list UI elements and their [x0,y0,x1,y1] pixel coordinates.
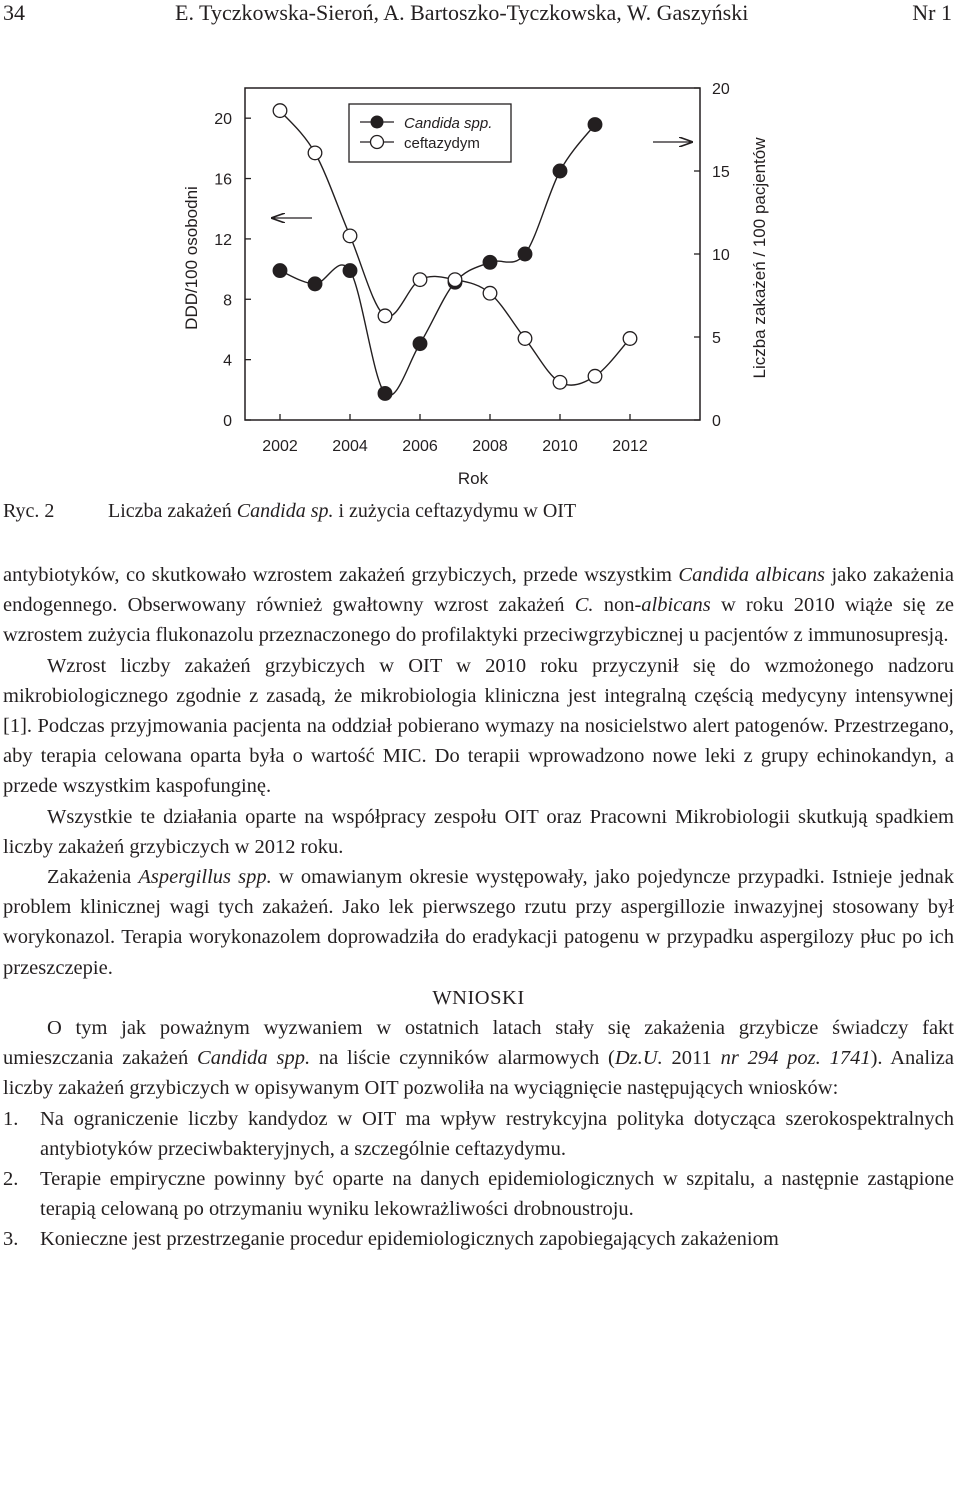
legend [349,104,511,162]
y-right-tick-label: 10 [712,247,730,264]
article-body [3,560,954,1255]
data-point-ceftazydym [273,104,287,118]
legend-label-ceftazydym: ceftazydym [404,135,480,152]
y-left-tick-label: 8 [223,292,232,310]
data-point-candida-spp [308,277,322,291]
data-point-ceftazydym [378,309,392,323]
y-axis-right-label: Liczba zakażeń / 100 pacjentów [750,137,769,379]
data-point-ceftazydym [413,273,427,287]
conclusion-number: 1. [3,1107,19,1130]
data-point-ceftazydym [343,229,357,243]
legend-marker-ceftazydym [371,136,384,149]
x-tick-label: 2008 [472,438,508,455]
data-point-ceftazydym [623,332,637,346]
y-left-tick-label: 16 [214,171,232,189]
conclusion-item [3,1104,954,1164]
y-right-tick-label: 20 [712,81,730,98]
data-point-candida-spp [273,264,287,278]
conclusion-text: Terapie empiryczne powinny być oparte na danych epidemiologicznych w szpitalu, a następnie zastąpione terapią celowaną po otrzymaniu wyniku lekowrażliwości drobnoustroju. [40,1168,954,1221]
y-axis-left-label: DDD/100 osobodni [182,186,201,330]
figure-chart [0,0,960,495]
paragraph-1: antybiotyków, co skutkowało wzrostem zakażeń grzybiczych, przede wszystkim Candida albicans jako zakażenia endogennego. Obserwowany również gwałtowny wzrost zakażeń C. non-albicans w roku 2010 wiąże się ze wzrostem zużycia flukonazolu przeznaczonego do profilaktyki przeciwgrzybicznej u pacjentów z immunosupresją. [3,564,955,647]
data-point-ceftazydym [483,286,497,300]
x-axis-label: Rok [457,469,489,488]
page-number: 34 [3,0,25,25]
y-right-tick-label: 5 [712,330,721,347]
paragraph-3: Wszystkie te działania oparte na współpracy zespołu OIT oraz Pracowni Mikrobiologii skutkują spadkiem liczby zakażeń grzybiczych w 2012 roku. [3,805,954,858]
x-tick-label: 2002 [262,438,298,455]
data-point-ceftazydym [308,146,322,160]
paragraph-5: O tym jak poważnym wyzwaniem w ostatnich latach stały się zakażenia grzybicze świadczy fakt umieszczania zakażeń Candida spp. na liście czynników alarmowych (Dz.U. 2011 nr 294 poz. 1741). Analiza liczby zakażeń grzybiczych w opisywanym OIT pozwoliła na wyciągnięcie następujących wniosków: [3,1017,954,1100]
x-tick-label: 2012 [612,438,648,455]
conclusion-item [3,1224,954,1254]
data-point-candida-spp [343,264,357,278]
caption-prefix: Liczba zakażeń [108,500,237,522]
y-right-tick-label: 0 [712,413,721,430]
y-left-tick-label: 12 [214,231,232,249]
data-point-candida-spp [518,247,532,261]
data-point-candida-spp [588,118,602,132]
y-right-tick-label: 15 [712,164,730,181]
conclusion-text: Na ograniczenie liczby kandydoz w OIT ma wpływ restrykcyjna polityka dotycząca szerokospektralnych antybiotyków przeciwbakteryjnych, a szczególnie ceftazydymu. [40,1107,954,1160]
data-point-ceftazydym [553,375,567,389]
paragraph-4: Zakażenia Aspergillus spp. w omawianym okresie występowały, jako pojedyncze przypadki. Istnieje jednak problem klinicznej wagi tych zakażeń. Jako lek pierwszego rzutu przy aspergillozie inwazyjnej stosowany był worykonazol. Terapia worykonazolem doprowadziła do eradykacji patogenu w przypadku aspergilozy płuc po ich przeszczepie. [3,866,954,979]
caption-suffix: i zużycia ceftazydymu w OIT [333,500,577,522]
series-line-candida-spp [280,125,595,396]
conclusion-number: 2. [3,1168,19,1191]
caption-text [108,500,576,523]
data-point-candida-spp [553,164,567,178]
legend-box [349,104,511,162]
y-left-tick-label: 20 [214,111,232,129]
paragraph-2: Wzrost liczby zakażeń grzybiczych w OIT w 2010 roku przyczynił się do wzmożonego nadzoru mikrobiologicznego zgodnie z zasadą, że mikrobiologia kliniczna jest integralną częścią medycyny intensywnej [1]. Podczas przyjmowania pacjenta na oddział pobierano wymazy na nosicielstwo alert patogenów. Przestrzegano, aby terapia celowana oparta była o wartość MIC. Do terapii wprowadzono nowe leki z grupy echinokandyn, a przede wszystkim kaspofunginę. [3,654,954,798]
issue-number: Nr 1 [912,0,952,25]
conclusion-number: 3. [3,1228,19,1251]
running-authors: E. Tyczkowska-Sieroń, A. Bartoszko-Tyczkowska, W. Gaszyński [175,0,749,25]
x-tick-label: 2006 [402,438,438,455]
conclusion-item [3,1164,954,1224]
caption-number: Ryc. 2 [3,500,55,522]
x-tick-label: 2010 [542,438,578,455]
conclusion-text: Konieczne jest przestrzeganie procedur epidemiologicznych zapobiegających zakażeniom [40,1228,779,1251]
data-point-ceftazydym [518,332,532,346]
section-heading: WNIOSKI [432,986,525,1009]
data-point-ceftazydym [448,273,462,287]
data-point-candida-spp [413,337,427,351]
data-point-ceftazydym [588,369,602,383]
legend-marker-candida [371,116,384,129]
caption-italic: Candida sp. [236,500,334,522]
data-point-candida-spp [483,255,497,269]
x-tick-label: 2004 [332,438,368,455]
y-left-tick-label: 0 [223,413,232,430]
legend-label-candida: Candida spp. [404,115,493,132]
y-left-tick-label: 4 [223,352,232,370]
data-point-candida-spp [378,387,392,401]
